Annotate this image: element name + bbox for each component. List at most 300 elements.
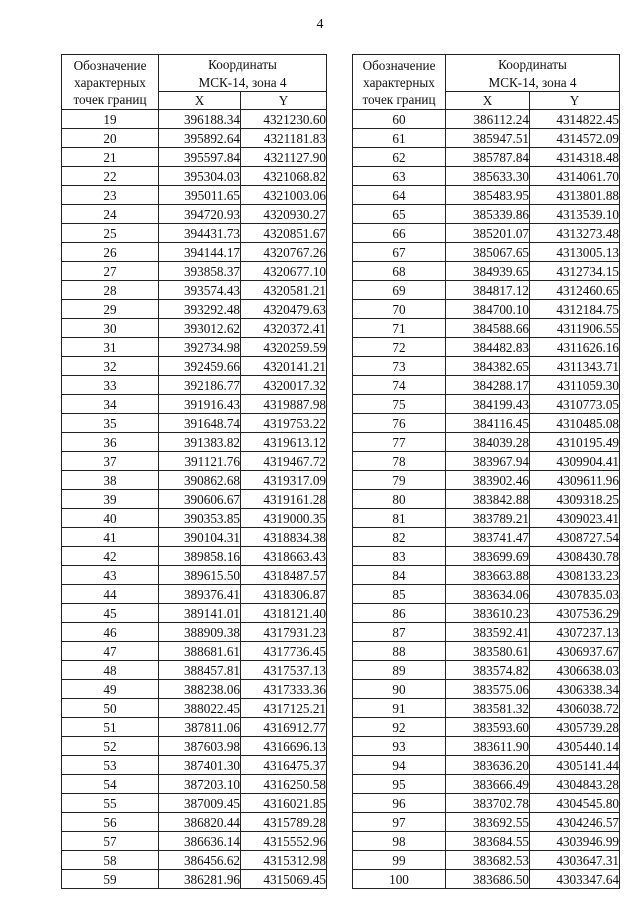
point-number-cell: 72 (353, 338, 446, 357)
point-number-cell: 35 (62, 414, 159, 433)
x-coordinate-cell: 387811.06 (159, 718, 241, 737)
y-coordinate-cell: 4320677.10 (241, 262, 327, 281)
table-row (62, 338, 327, 357)
x-coordinate-cell: 383686.50 (446, 870, 530, 889)
x-coordinate-cell: 384700.10 (446, 300, 530, 319)
y-coordinate-cell: 4304246.57 (530, 813, 620, 832)
x-coordinate-cell: 387203.10 (159, 775, 241, 794)
table-row (353, 338, 620, 357)
table-row (62, 376, 327, 395)
y-coordinate-cell: 4321003.06 (241, 186, 327, 205)
x-coordinate-cell: 391383.82 (159, 433, 241, 452)
table-row (353, 547, 620, 566)
y-coordinate-cell: 4321068.82 (241, 167, 327, 186)
point-number-cell: 47 (62, 642, 159, 661)
x-coordinate-cell: 394431.73 (159, 224, 241, 243)
point-number-cell: 55 (62, 794, 159, 813)
point-number-cell: 34 (62, 395, 159, 414)
point-number-cell: 71 (353, 319, 446, 338)
col-x-header: X (446, 92, 530, 110)
y-coordinate-cell: 4310485.08 (530, 414, 620, 433)
page-number: 4 (316, 17, 324, 32)
point-number-cell: 81 (353, 509, 446, 528)
point-number-cell: 91 (353, 699, 446, 718)
x-coordinate-cell: 388457.81 (159, 661, 241, 680)
point-number-cell: 54 (62, 775, 159, 794)
table-header (62, 55, 327, 110)
table-row (353, 262, 620, 281)
y-coordinate-cell: 4317931.23 (241, 623, 327, 642)
x-coordinate-cell: 386112.24 (446, 110, 530, 129)
y-coordinate-cell: 4310195.49 (530, 433, 620, 452)
table-row (62, 357, 327, 376)
point-number-cell: 37 (62, 452, 159, 471)
y-coordinate-cell: 4319753.22 (241, 414, 327, 433)
x-coordinate-cell: 383574.82 (446, 661, 530, 680)
point-number-cell: 84 (353, 566, 446, 585)
y-coordinate-cell: 4312460.65 (530, 281, 620, 300)
point-number-cell: 61 (353, 129, 446, 148)
point-number-cell: 64 (353, 186, 446, 205)
y-coordinate-cell: 4313273.48 (530, 224, 620, 243)
x-coordinate-cell: 387009.45 (159, 794, 241, 813)
y-coordinate-cell: 4321230.60 (241, 110, 327, 129)
y-coordinate-cell: 4305141.44 (530, 756, 620, 775)
y-coordinate-cell: 4304545.80 (530, 794, 620, 813)
x-coordinate-cell: 395892.64 (159, 129, 241, 148)
point-number-cell: 53 (62, 756, 159, 775)
coordinates-table-left (61, 54, 327, 889)
point-number-cell: 49 (62, 680, 159, 699)
table-row (353, 243, 620, 262)
point-number-cell: 97 (353, 813, 446, 832)
table-row (62, 547, 327, 566)
x-coordinate-cell: 390606.67 (159, 490, 241, 509)
table-row (62, 224, 327, 243)
table-row (353, 129, 620, 148)
table-row (353, 718, 620, 737)
point-number-cell: 28 (62, 281, 159, 300)
point-label-line: Обозначение (73, 57, 147, 73)
table-row (353, 281, 620, 300)
point-number-cell: 31 (62, 338, 159, 357)
point-number-cell: 44 (62, 585, 159, 604)
y-coordinate-cell: 4312184.75 (530, 300, 620, 319)
table-row (353, 623, 620, 642)
point-number-cell: 38 (62, 471, 159, 490)
x-coordinate-cell: 392734.98 (159, 338, 241, 357)
x-coordinate-cell: 385067.65 (446, 243, 530, 262)
y-coordinate-cell: 4311906.55 (530, 319, 620, 338)
point-number-cell: 32 (62, 357, 159, 376)
table-row (62, 509, 327, 528)
coords-system: МСК-14, зона 4 (446, 73, 620, 92)
table-row (62, 775, 327, 794)
x-coordinate-cell: 386281.96 (159, 870, 241, 889)
table-row (353, 148, 620, 167)
x-coordinate-cell: 383610.23 (446, 604, 530, 623)
y-coordinate-cell: 4319000.35 (241, 509, 327, 528)
y-coordinate-cell: 4303347.64 (530, 870, 620, 889)
y-coordinate-cell: 4319887.98 (241, 395, 327, 414)
point-number-cell: 88 (353, 642, 446, 661)
x-coordinate-cell: 393012.62 (159, 319, 241, 338)
table-row (62, 566, 327, 585)
x-coordinate-cell: 383634.06 (446, 585, 530, 604)
x-coordinate-cell: 383684.55 (446, 832, 530, 851)
table-row (62, 604, 327, 623)
point-number-cell: 85 (353, 585, 446, 604)
x-coordinate-cell: 384382.65 (446, 357, 530, 376)
point-number-cell: 95 (353, 775, 446, 794)
x-coordinate-cell: 383581.32 (446, 699, 530, 718)
point-number-cell: 66 (353, 224, 446, 243)
y-coordinate-cell: 4311626.16 (530, 338, 620, 357)
x-coordinate-cell: 393574.43 (159, 281, 241, 300)
point-number-cell: 30 (62, 319, 159, 338)
y-coordinate-cell: 4311059.30 (530, 376, 620, 395)
x-coordinate-cell: 383593.60 (446, 718, 530, 737)
y-coordinate-cell: 4320581.21 (241, 281, 327, 300)
point-number-cell: 94 (353, 756, 446, 775)
table-row (62, 414, 327, 433)
point-number-cell: 79 (353, 471, 446, 490)
point-number-cell: 24 (62, 205, 159, 224)
table-row (353, 300, 620, 319)
y-coordinate-cell: 4318121.40 (241, 604, 327, 623)
point-number-cell: 42 (62, 547, 159, 566)
table-row (62, 832, 327, 851)
y-coordinate-cell: 4316912.77 (241, 718, 327, 737)
y-coordinate-cell: 4316021.85 (241, 794, 327, 813)
table-row (353, 813, 620, 832)
x-coordinate-cell: 388238.06 (159, 680, 241, 699)
y-coordinate-cell: 4310773.05 (530, 395, 620, 414)
y-coordinate-cell: 4313539.10 (530, 205, 620, 224)
x-coordinate-cell: 383789.21 (446, 509, 530, 528)
y-coordinate-cell: 4308133.23 (530, 566, 620, 585)
x-coordinate-cell: 388022.45 (159, 699, 241, 718)
table-row (353, 319, 620, 338)
x-coordinate-cell: 389858.16 (159, 547, 241, 566)
col-y-header: Y (241, 92, 327, 110)
table-row (62, 452, 327, 471)
y-coordinate-cell: 4316250.58 (241, 775, 327, 794)
x-coordinate-cell: 390104.31 (159, 528, 241, 547)
point-number-cell: 69 (353, 281, 446, 300)
point-number-cell: 68 (353, 262, 446, 281)
point-number-cell: 83 (353, 547, 446, 566)
x-coordinate-cell: 384817.12 (446, 281, 530, 300)
x-coordinate-cell: 383741.47 (446, 528, 530, 547)
y-coordinate-cell: 4307237.13 (530, 623, 620, 642)
table-row (353, 110, 620, 129)
point-label-header (62, 55, 159, 110)
point-number-cell: 62 (353, 148, 446, 167)
table-row (62, 528, 327, 547)
y-coordinate-cell: 4319613.12 (241, 433, 327, 452)
table-row (353, 414, 620, 433)
x-coordinate-cell: 391121.76 (159, 452, 241, 471)
point-number-cell: 86 (353, 604, 446, 623)
point-number-cell: 29 (62, 300, 159, 319)
x-coordinate-cell: 385483.95 (446, 186, 530, 205)
x-coordinate-cell: 384288.17 (446, 376, 530, 395)
table-row (62, 319, 327, 338)
x-coordinate-cell: 384039.28 (446, 433, 530, 452)
table-row (62, 281, 327, 300)
point-number-cell: 36 (62, 433, 159, 452)
y-coordinate-cell: 4320259.59 (241, 338, 327, 357)
point-label-header (353, 55, 446, 110)
point-number-cell: 74 (353, 376, 446, 395)
table-row (353, 756, 620, 775)
x-coordinate-cell: 386820.44 (159, 813, 241, 832)
point-number-cell: 76 (353, 414, 446, 433)
point-number-cell: 82 (353, 528, 446, 547)
y-coordinate-cell: 4315789.28 (241, 813, 327, 832)
y-coordinate-cell: 4321127.90 (241, 148, 327, 167)
table-header (353, 55, 620, 110)
point-number-cell: 93 (353, 737, 446, 756)
y-coordinate-cell: 4303647.31 (530, 851, 620, 870)
table-row (353, 528, 620, 547)
x-coordinate-cell: 385947.51 (446, 129, 530, 148)
y-coordinate-cell: 4318834.38 (241, 528, 327, 547)
table-row (353, 452, 620, 471)
table-row (353, 376, 620, 395)
x-coordinate-cell: 383702.78 (446, 794, 530, 813)
col-y-header: Y (530, 92, 620, 110)
table-row (353, 186, 620, 205)
point-number-cell: 40 (62, 509, 159, 528)
x-coordinate-cell: 385339.86 (446, 205, 530, 224)
y-coordinate-cell: 4313801.88 (530, 186, 620, 205)
table-row (353, 794, 620, 813)
table-row (353, 205, 620, 224)
x-coordinate-cell: 392459.66 (159, 357, 241, 376)
x-coordinate-cell: 383902.46 (446, 471, 530, 490)
x-coordinate-cell: 389141.01 (159, 604, 241, 623)
y-coordinate-cell: 4320479.63 (241, 300, 327, 319)
table-row (62, 395, 327, 414)
x-coordinate-cell: 383692.55 (446, 813, 530, 832)
point-number-cell: 75 (353, 395, 446, 414)
table-row (353, 224, 620, 243)
y-coordinate-cell: 4319161.28 (241, 490, 327, 509)
table-row (62, 205, 327, 224)
table-body (353, 110, 620, 889)
table-row (62, 110, 327, 129)
y-coordinate-cell: 4304843.28 (530, 775, 620, 794)
x-coordinate-cell: 387603.98 (159, 737, 241, 756)
col-x-header: X (159, 92, 241, 110)
point-number-cell: 27 (62, 262, 159, 281)
point-number-cell: 45 (62, 604, 159, 623)
table-row (62, 300, 327, 319)
y-coordinate-cell: 4316475.37 (241, 756, 327, 775)
table-row (62, 186, 327, 205)
y-coordinate-cell: 4316696.13 (241, 737, 327, 756)
y-coordinate-cell: 4305739.28 (530, 718, 620, 737)
y-coordinate-cell: 4320017.32 (241, 376, 327, 395)
x-coordinate-cell: 395597.84 (159, 148, 241, 167)
point-number-cell: 21 (62, 148, 159, 167)
y-coordinate-cell: 4313005.13 (530, 243, 620, 262)
y-coordinate-cell: 4311343.71 (530, 357, 620, 376)
table-row (353, 490, 620, 509)
x-coordinate-cell: 383636.20 (446, 756, 530, 775)
x-coordinate-cell: 383967.94 (446, 452, 530, 471)
y-coordinate-cell: 4318663.43 (241, 547, 327, 566)
y-coordinate-cell: 4318487.57 (241, 566, 327, 585)
y-coordinate-cell: 4308430.78 (530, 547, 620, 566)
table-row (62, 756, 327, 775)
point-number-cell: 52 (62, 737, 159, 756)
table-row (62, 870, 327, 889)
y-coordinate-cell: 4314318.48 (530, 148, 620, 167)
y-coordinate-cell: 4306338.34 (530, 680, 620, 699)
point-number-cell: 87 (353, 623, 446, 642)
y-coordinate-cell: 4309904.41 (530, 452, 620, 471)
point-label-line: характерных (363, 74, 435, 90)
point-number-cell: 92 (353, 718, 446, 737)
x-coordinate-cell: 385201.07 (446, 224, 530, 243)
y-coordinate-cell: 4307835.03 (530, 585, 620, 604)
point-number-cell: 58 (62, 851, 159, 870)
point-number-cell: 22 (62, 167, 159, 186)
table-row (62, 148, 327, 167)
point-number-cell: 96 (353, 794, 446, 813)
y-coordinate-cell: 4306937.67 (530, 642, 620, 661)
y-coordinate-cell: 4319317.09 (241, 471, 327, 490)
point-number-cell: 90 (353, 680, 446, 699)
x-coordinate-cell: 392186.77 (159, 376, 241, 395)
point-number-cell: 23 (62, 186, 159, 205)
point-number-cell: 99 (353, 851, 446, 870)
x-coordinate-cell: 384482.83 (446, 338, 530, 357)
x-coordinate-cell: 388909.38 (159, 623, 241, 642)
x-coordinate-cell: 384939.65 (446, 262, 530, 281)
point-number-cell: 78 (353, 452, 446, 471)
point-number-cell: 48 (62, 661, 159, 680)
point-number-cell: 33 (62, 376, 159, 395)
x-coordinate-cell: 387401.30 (159, 756, 241, 775)
table-row (62, 585, 327, 604)
y-coordinate-cell: 4303946.99 (530, 832, 620, 851)
point-number-cell: 56 (62, 813, 159, 832)
table-row (62, 718, 327, 737)
table-row (62, 262, 327, 281)
y-coordinate-cell: 4317125.21 (241, 699, 327, 718)
point-number-cell: 73 (353, 357, 446, 376)
y-coordinate-cell: 4306038.72 (530, 699, 620, 718)
x-coordinate-cell: 383666.49 (446, 775, 530, 794)
x-coordinate-cell: 390353.85 (159, 509, 241, 528)
table-row (62, 642, 327, 661)
table-row (353, 642, 620, 661)
table-row (62, 490, 327, 509)
point-number-cell: 89 (353, 661, 446, 680)
point-number-cell: 51 (62, 718, 159, 737)
point-number-cell: 65 (353, 205, 446, 224)
y-coordinate-cell: 4317736.45 (241, 642, 327, 661)
y-coordinate-cell: 4318306.87 (241, 585, 327, 604)
table-row (353, 566, 620, 585)
table-row (353, 737, 620, 756)
x-coordinate-cell: 385787.84 (446, 148, 530, 167)
y-coordinate-cell: 4320141.21 (241, 357, 327, 376)
y-coordinate-cell: 4320930.27 (241, 205, 327, 224)
table-row (62, 794, 327, 813)
x-coordinate-cell: 386456.62 (159, 851, 241, 870)
table-row (353, 851, 620, 870)
table-row (353, 167, 620, 186)
point-number-cell: 25 (62, 224, 159, 243)
y-coordinate-cell: 4314822.45 (530, 110, 620, 129)
y-coordinate-cell: 4317537.13 (241, 661, 327, 680)
table-row (62, 623, 327, 642)
point-number-cell: 50 (62, 699, 159, 718)
table-row (62, 167, 327, 186)
point-number-cell: 59 (62, 870, 159, 889)
table-row (62, 737, 327, 756)
table-row (353, 604, 620, 623)
point-number-cell: 67 (353, 243, 446, 262)
table-row (353, 585, 620, 604)
point-number-cell: 98 (353, 832, 446, 851)
y-coordinate-cell: 4320851.67 (241, 224, 327, 243)
y-coordinate-cell: 4321181.83 (241, 129, 327, 148)
point-label-line: Обозначение (362, 57, 436, 73)
x-coordinate-cell: 383592.41 (446, 623, 530, 642)
x-coordinate-cell: 393292.48 (159, 300, 241, 319)
point-label-line: точек границ (73, 91, 147, 107)
table-row (353, 832, 620, 851)
table-row (353, 870, 620, 889)
table-row (353, 357, 620, 376)
x-coordinate-cell: 383663.88 (446, 566, 530, 585)
y-coordinate-cell: 4309318.25 (530, 490, 620, 509)
table-row (62, 851, 327, 870)
coordinates-table-right (352, 54, 620, 889)
table-row (62, 243, 327, 262)
y-coordinate-cell: 4315552.96 (241, 832, 327, 851)
y-coordinate-cell: 4305440.14 (530, 737, 620, 756)
x-coordinate-cell: 383580.61 (446, 642, 530, 661)
coords-system: МСК-14, зона 4 (159, 73, 327, 92)
point-number-cell: 57 (62, 832, 159, 851)
point-number-cell: 20 (62, 129, 159, 148)
y-coordinate-cell: 4314061.70 (530, 167, 620, 186)
table-row (62, 129, 327, 148)
point-label-line: характерных (74, 74, 146, 90)
y-coordinate-cell: 4320372.41 (241, 319, 327, 338)
y-coordinate-cell: 4315312.98 (241, 851, 327, 870)
point-number-cell: 77 (353, 433, 446, 452)
table-row (62, 680, 327, 699)
point-number-cell: 46 (62, 623, 159, 642)
x-coordinate-cell: 395304.03 (159, 167, 241, 186)
x-coordinate-cell: 383682.53 (446, 851, 530, 870)
point-number-cell: 19 (62, 110, 159, 129)
table-row (353, 699, 620, 718)
x-coordinate-cell: 391916.43 (159, 395, 241, 414)
x-coordinate-cell: 386636.14 (159, 832, 241, 851)
x-coordinate-cell: 390862.68 (159, 471, 241, 490)
y-coordinate-cell: 4317333.36 (241, 680, 327, 699)
point-number-cell: 39 (62, 490, 159, 509)
